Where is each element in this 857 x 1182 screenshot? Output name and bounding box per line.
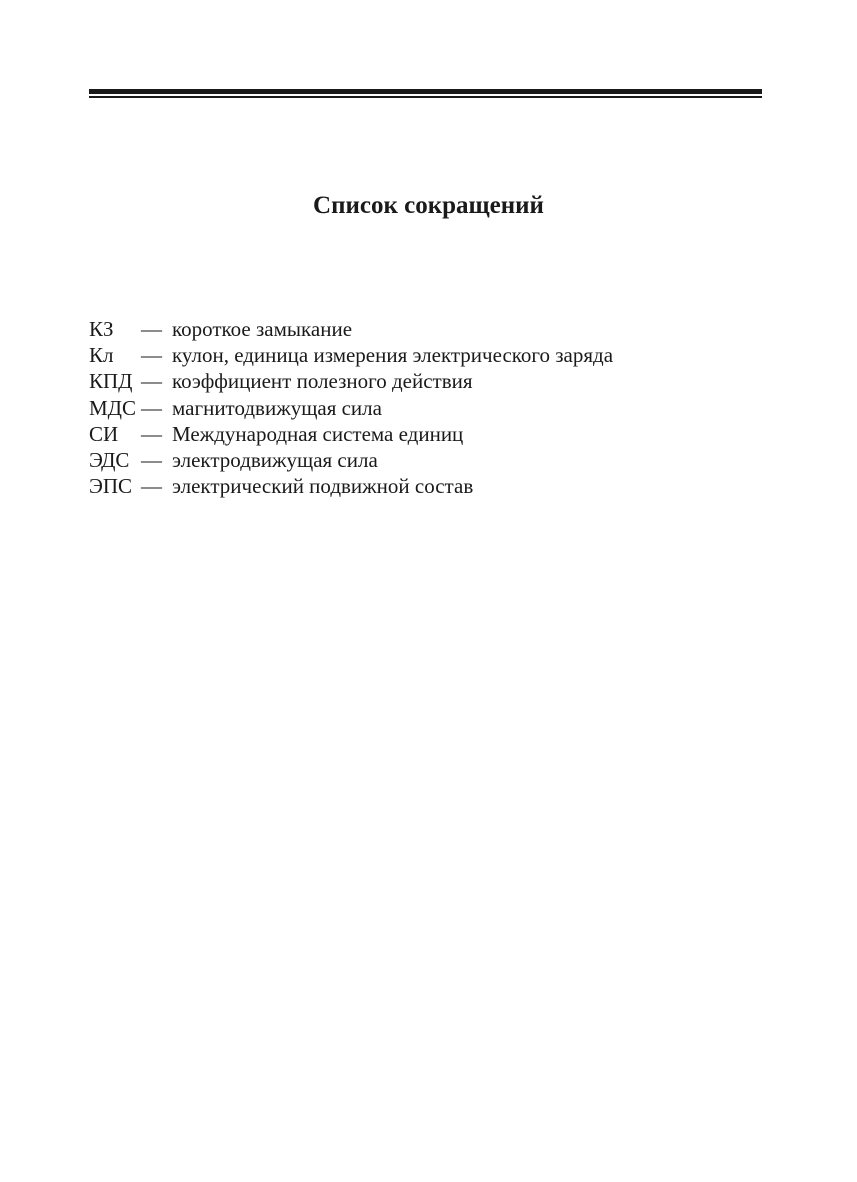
abbreviation-dash: — — [141, 421, 162, 446]
abbreviation-item — [89, 342, 613, 368]
abbreviation-definition: электрический подвижной состав — [172, 474, 474, 499]
abbreviation-definition: электродвижущая сила — [172, 447, 378, 472]
abbreviation-dash: — — [141, 447, 162, 472]
abbreviation-dash: — — [141, 369, 162, 394]
abbreviation-item — [89, 421, 613, 447]
abbreviation-term: КПД — [89, 369, 133, 394]
abbreviation-item — [89, 473, 613, 499]
abbreviation-term: КЗ — [89, 317, 114, 341]
abbreviation-definition: магнитодвижущая сила — [172, 395, 382, 420]
abbreviation-item — [89, 368, 613, 394]
abbreviation-list — [89, 316, 613, 499]
abbreviation-dash: — — [141, 343, 162, 368]
abbreviation-definition: Международная система единиц — [172, 421, 464, 446]
abbreviation-dash: — — [141, 317, 162, 341]
abbreviation-item — [89, 395, 613, 421]
abbreviation-term: МДС — [89, 395, 137, 420]
abbreviation-definition: коэффициент полезного действия — [172, 369, 473, 394]
abbreviation-definition: кулон, единица измерения электрического заряда — [172, 343, 614, 368]
abbreviation-term: ЭПС — [89, 474, 133, 499]
abbreviation-dash: — — [141, 474, 162, 499]
abbreviation-dash: — — [141, 395, 162, 420]
abbreviation-term: СИ — [89, 421, 119, 446]
abbreviation-item — [89, 447, 613, 473]
abbreviation-term: ЭДС — [89, 447, 130, 472]
header-rule-thin — [89, 96, 762, 98]
page-title: Список сокращений — [313, 192, 544, 219]
abbreviation-item — [89, 316, 613, 342]
header-double-rule — [89, 89, 762, 98]
abbreviation-term: Кл — [89, 343, 114, 368]
abbreviation-definition: короткое замыкание — [172, 317, 353, 341]
